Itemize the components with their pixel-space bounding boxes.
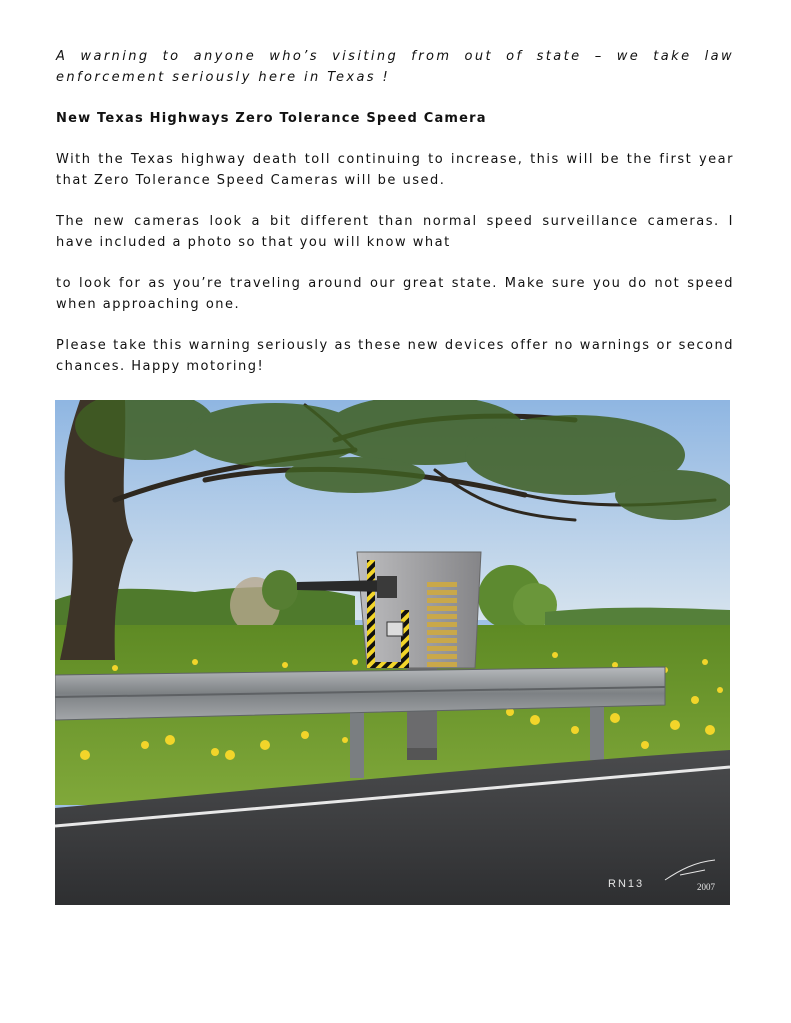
document-body — [56, 46, 734, 377]
paragraph-2: The new cameras look a bit different than normal speed surveillance cameras. I have included a photo so that you will know what — [56, 214, 734, 250]
paragraph-4: Please take this warning seriously as these new devices offer no warnings or second chances. Happy motoring! — [56, 338, 734, 374]
intro-text: A warning to anyone who’s visiting from out of state – we take law enforcement seriously here in Texas ! — [56, 49, 734, 85]
speed-camera-photo — [55, 400, 730, 905]
artist-signature: RN13 — [608, 878, 645, 890]
article-heading: New Texas Highways Zero Tolerance Speed Camera — [56, 111, 487, 126]
paragraph-1: With the Texas highway death toll continuing to increase, this will be the first year that Zero Tolerance Speed Cameras will be used. — [56, 152, 734, 188]
photo-year: 2007 — [697, 882, 715, 892]
paragraph-3: to look for as you’re traveling around our great state. Make sure you do not speed when approaching one. — [56, 276, 734, 312]
